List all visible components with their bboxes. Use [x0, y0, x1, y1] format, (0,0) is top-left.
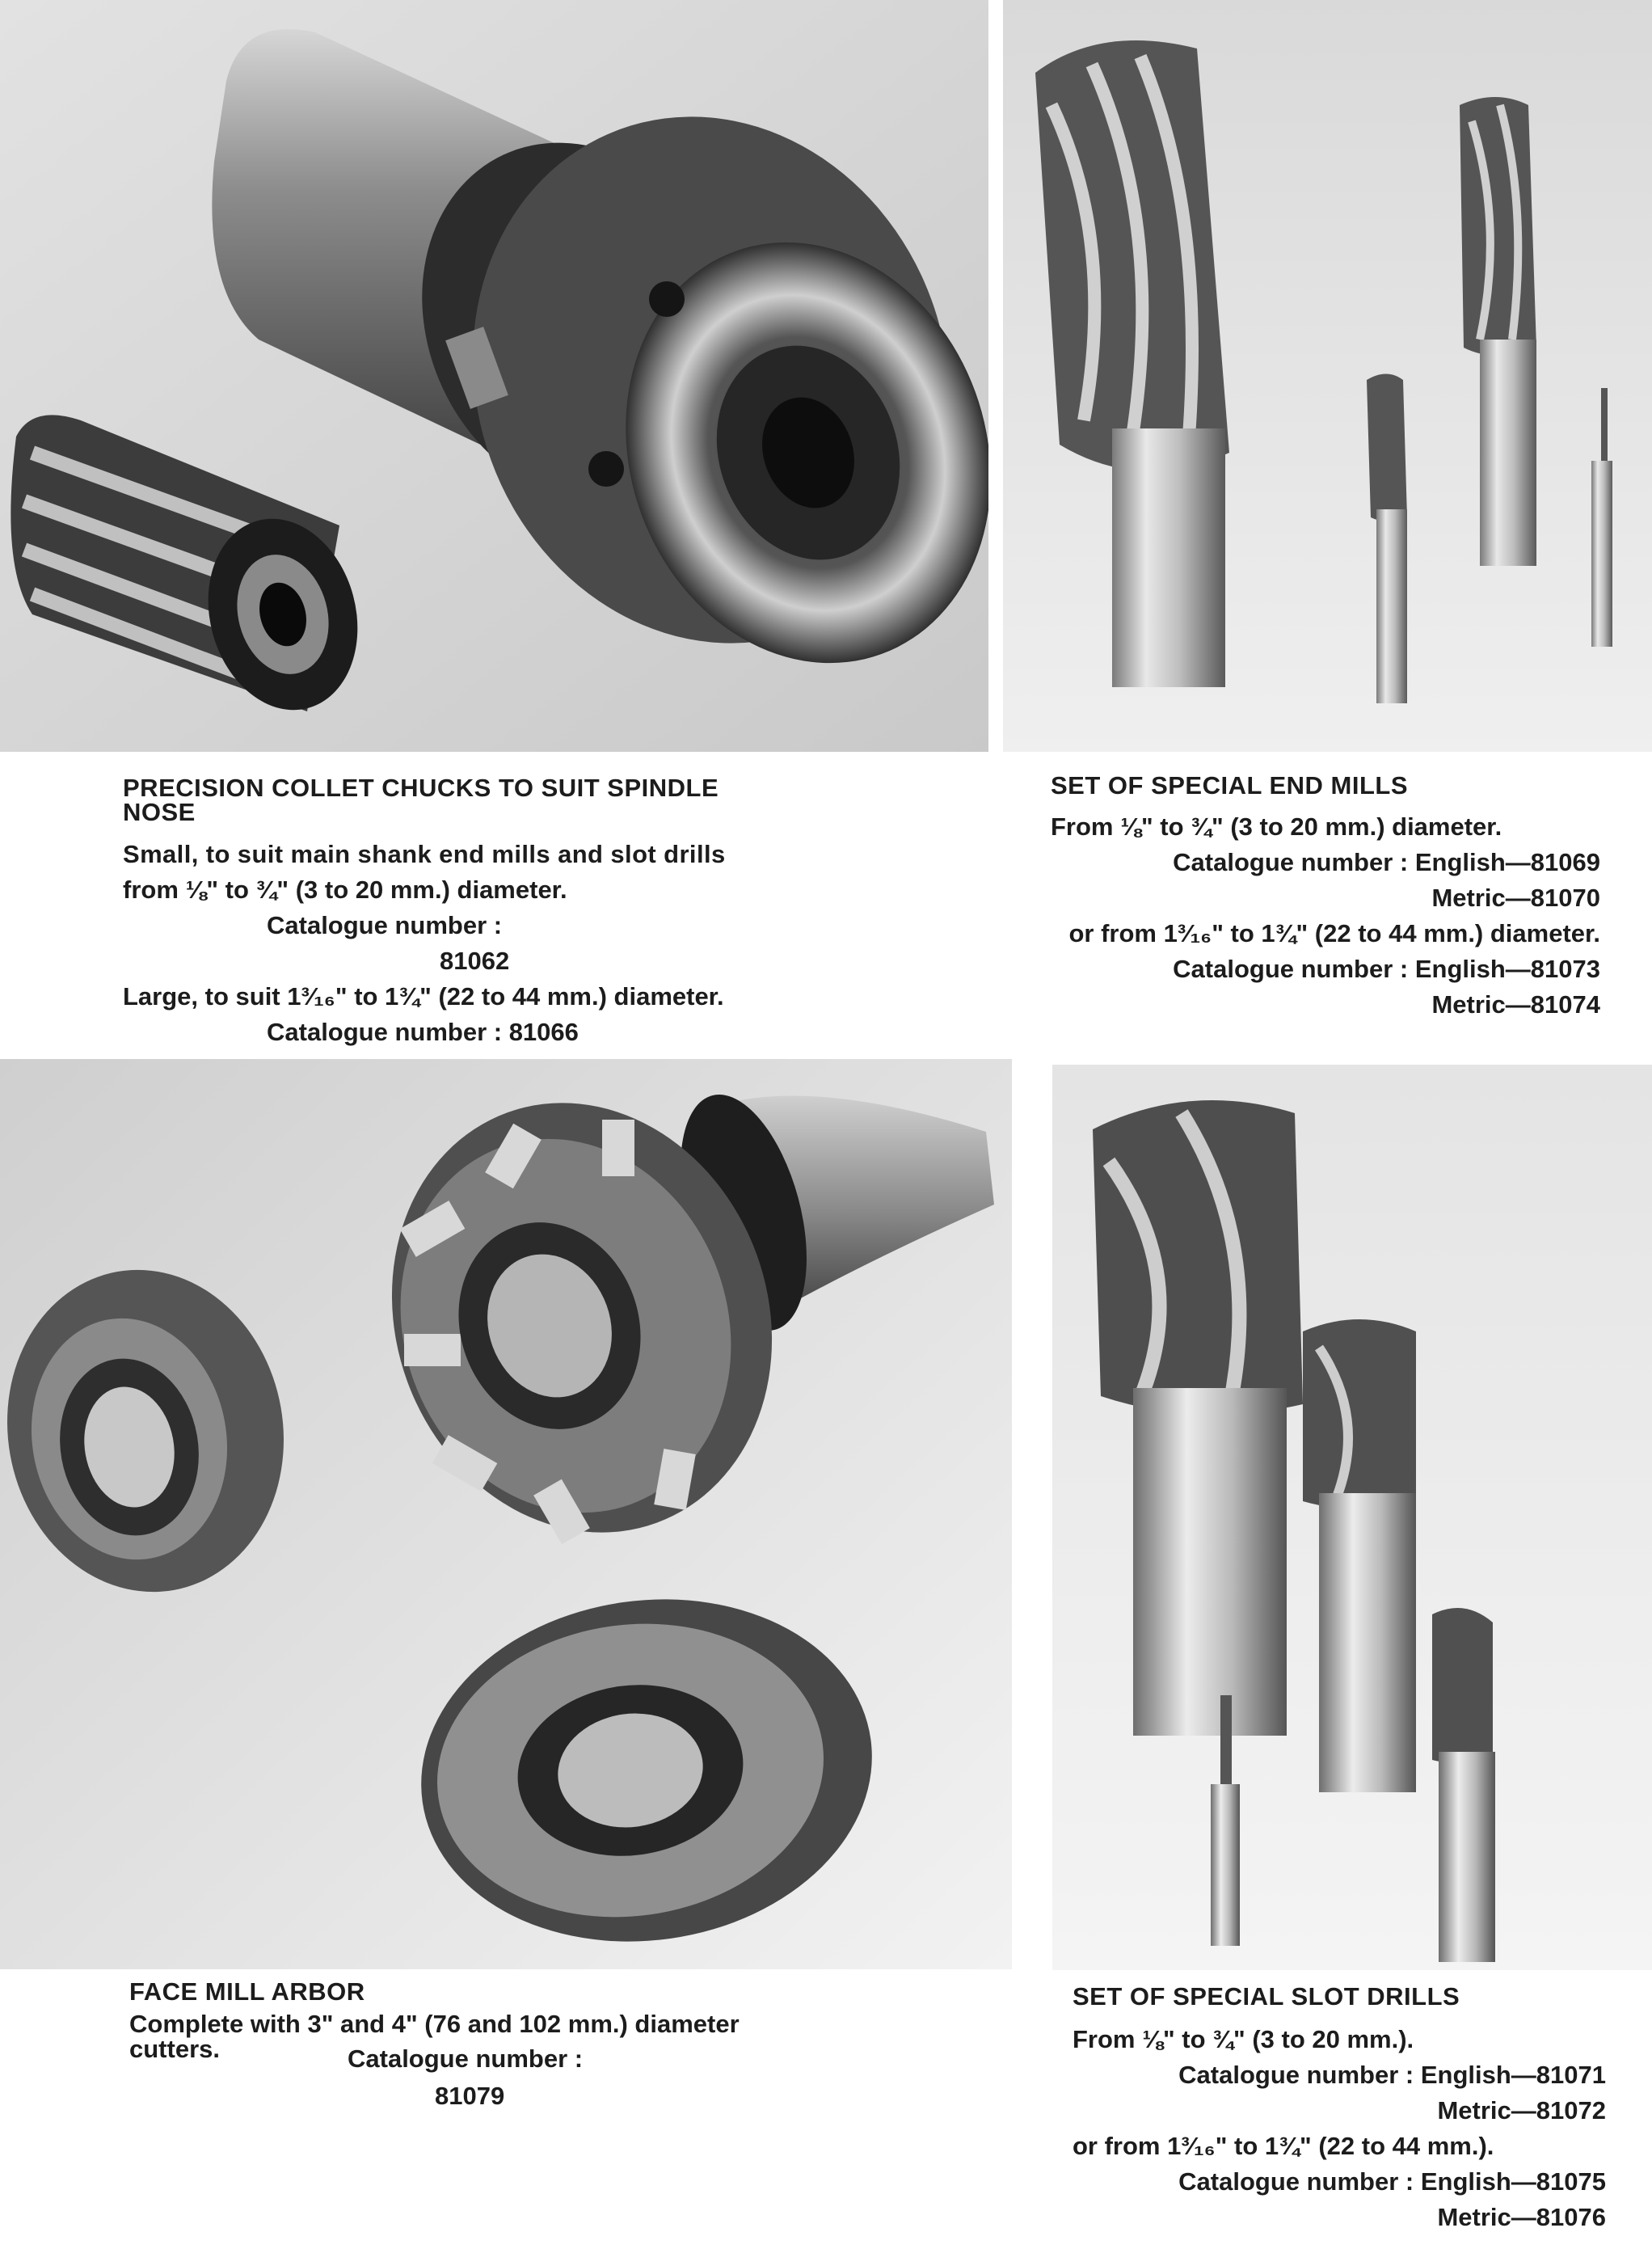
collet-chucks-caption	[123, 776, 821, 1050]
end-mills-catalogue-metric-large: Metric—81074	[1431, 990, 1600, 1019]
end-mills-desc-2: or from 1³⁄₁₆" to 1¾" (22 to 44 mm.) diameter.	[1068, 919, 1600, 947]
slot-drills-caption	[1073, 1982, 1606, 2235]
end-mills-catalogue-english-large: Catalogue number : English—81073	[1173, 955, 1600, 983]
end-mills-caption	[1051, 771, 1600, 1023]
face-mill-desc-1: Complete with 3" and 4" (76 and 102 mm.) diameter	[129, 2010, 740, 2038]
face-mill-catalogue-label: Catalogue number :	[348, 2044, 584, 2073]
face-mill-catalogue-number: 81079	[435, 2082, 505, 2110]
slot-drills-desc-2: or from 1³⁄₁₆" to 1¾" (22 to 44 mm.).	[1073, 2132, 1494, 2160]
face-mill-caption	[129, 1977, 832, 2114]
slot-drills-catalogue-metric-small: Metric—81072	[1437, 2096, 1606, 2125]
collet-chucks-desc-large: Large, to suit 1³⁄₁₆" to 1¾" (22 to 44 mm.) diameter.	[123, 982, 724, 1011]
collet-chuck-photo	[0, 0, 988, 752]
end-mills-desc-1: From ⅛" to ¾" (3 to 20 mm.) diameter.	[1051, 812, 1502, 841]
slot-drills-photo	[1052, 1065, 1652, 1970]
end-mills-title: SET OF SPECIAL END MILLS	[1051, 771, 1409, 800]
face-mill-arbor-photo	[0, 1059, 1012, 1969]
slot-drills-catalogue-english-large: Catalogue number : English—81075	[1178, 2167, 1606, 2196]
face-mill-title: FACE MILL ARBOR	[129, 1977, 365, 2006]
slot-drills-desc-1: From ⅛" to ¾" (3 to 20 mm.).	[1073, 2025, 1414, 2053]
end-mills-catalogue-english-small: Catalogue number : English—81069	[1173, 848, 1600, 876]
collet-chucks-catalogue-small: 81062	[440, 947, 510, 975]
end-mills-photo	[1003, 0, 1652, 752]
collet-chucks-desc-2: from ⅛" to ¾" (3 to 20 mm.) diameter.	[123, 876, 567, 904]
face-mill-desc-2: cutters.	[129, 2035, 220, 2063]
end-mills-catalogue-metric-small: Metric—81070	[1431, 884, 1600, 912]
slot-drills-catalogue-metric-large: Metric—81076	[1437, 2203, 1606, 2231]
slot-drills-catalogue-english-small: Catalogue number : English—81071	[1178, 2061, 1606, 2089]
collet-chucks-catalogue-label: Catalogue number :	[267, 911, 503, 939]
slot-drills-title: SET OF SPECIAL SLOT DRILLS	[1073, 1982, 1460, 2011]
collet-chucks-desc-1: Small, to suit main shank end mills and slot drills	[123, 840, 726, 868]
collet-chucks-title: PRECISION COLLET CHUCKS TO SUIT SPINDLE NOSE	[123, 774, 719, 826]
collet-chucks-catalogue-large: Catalogue number : 81066	[267, 1018, 579, 1046]
